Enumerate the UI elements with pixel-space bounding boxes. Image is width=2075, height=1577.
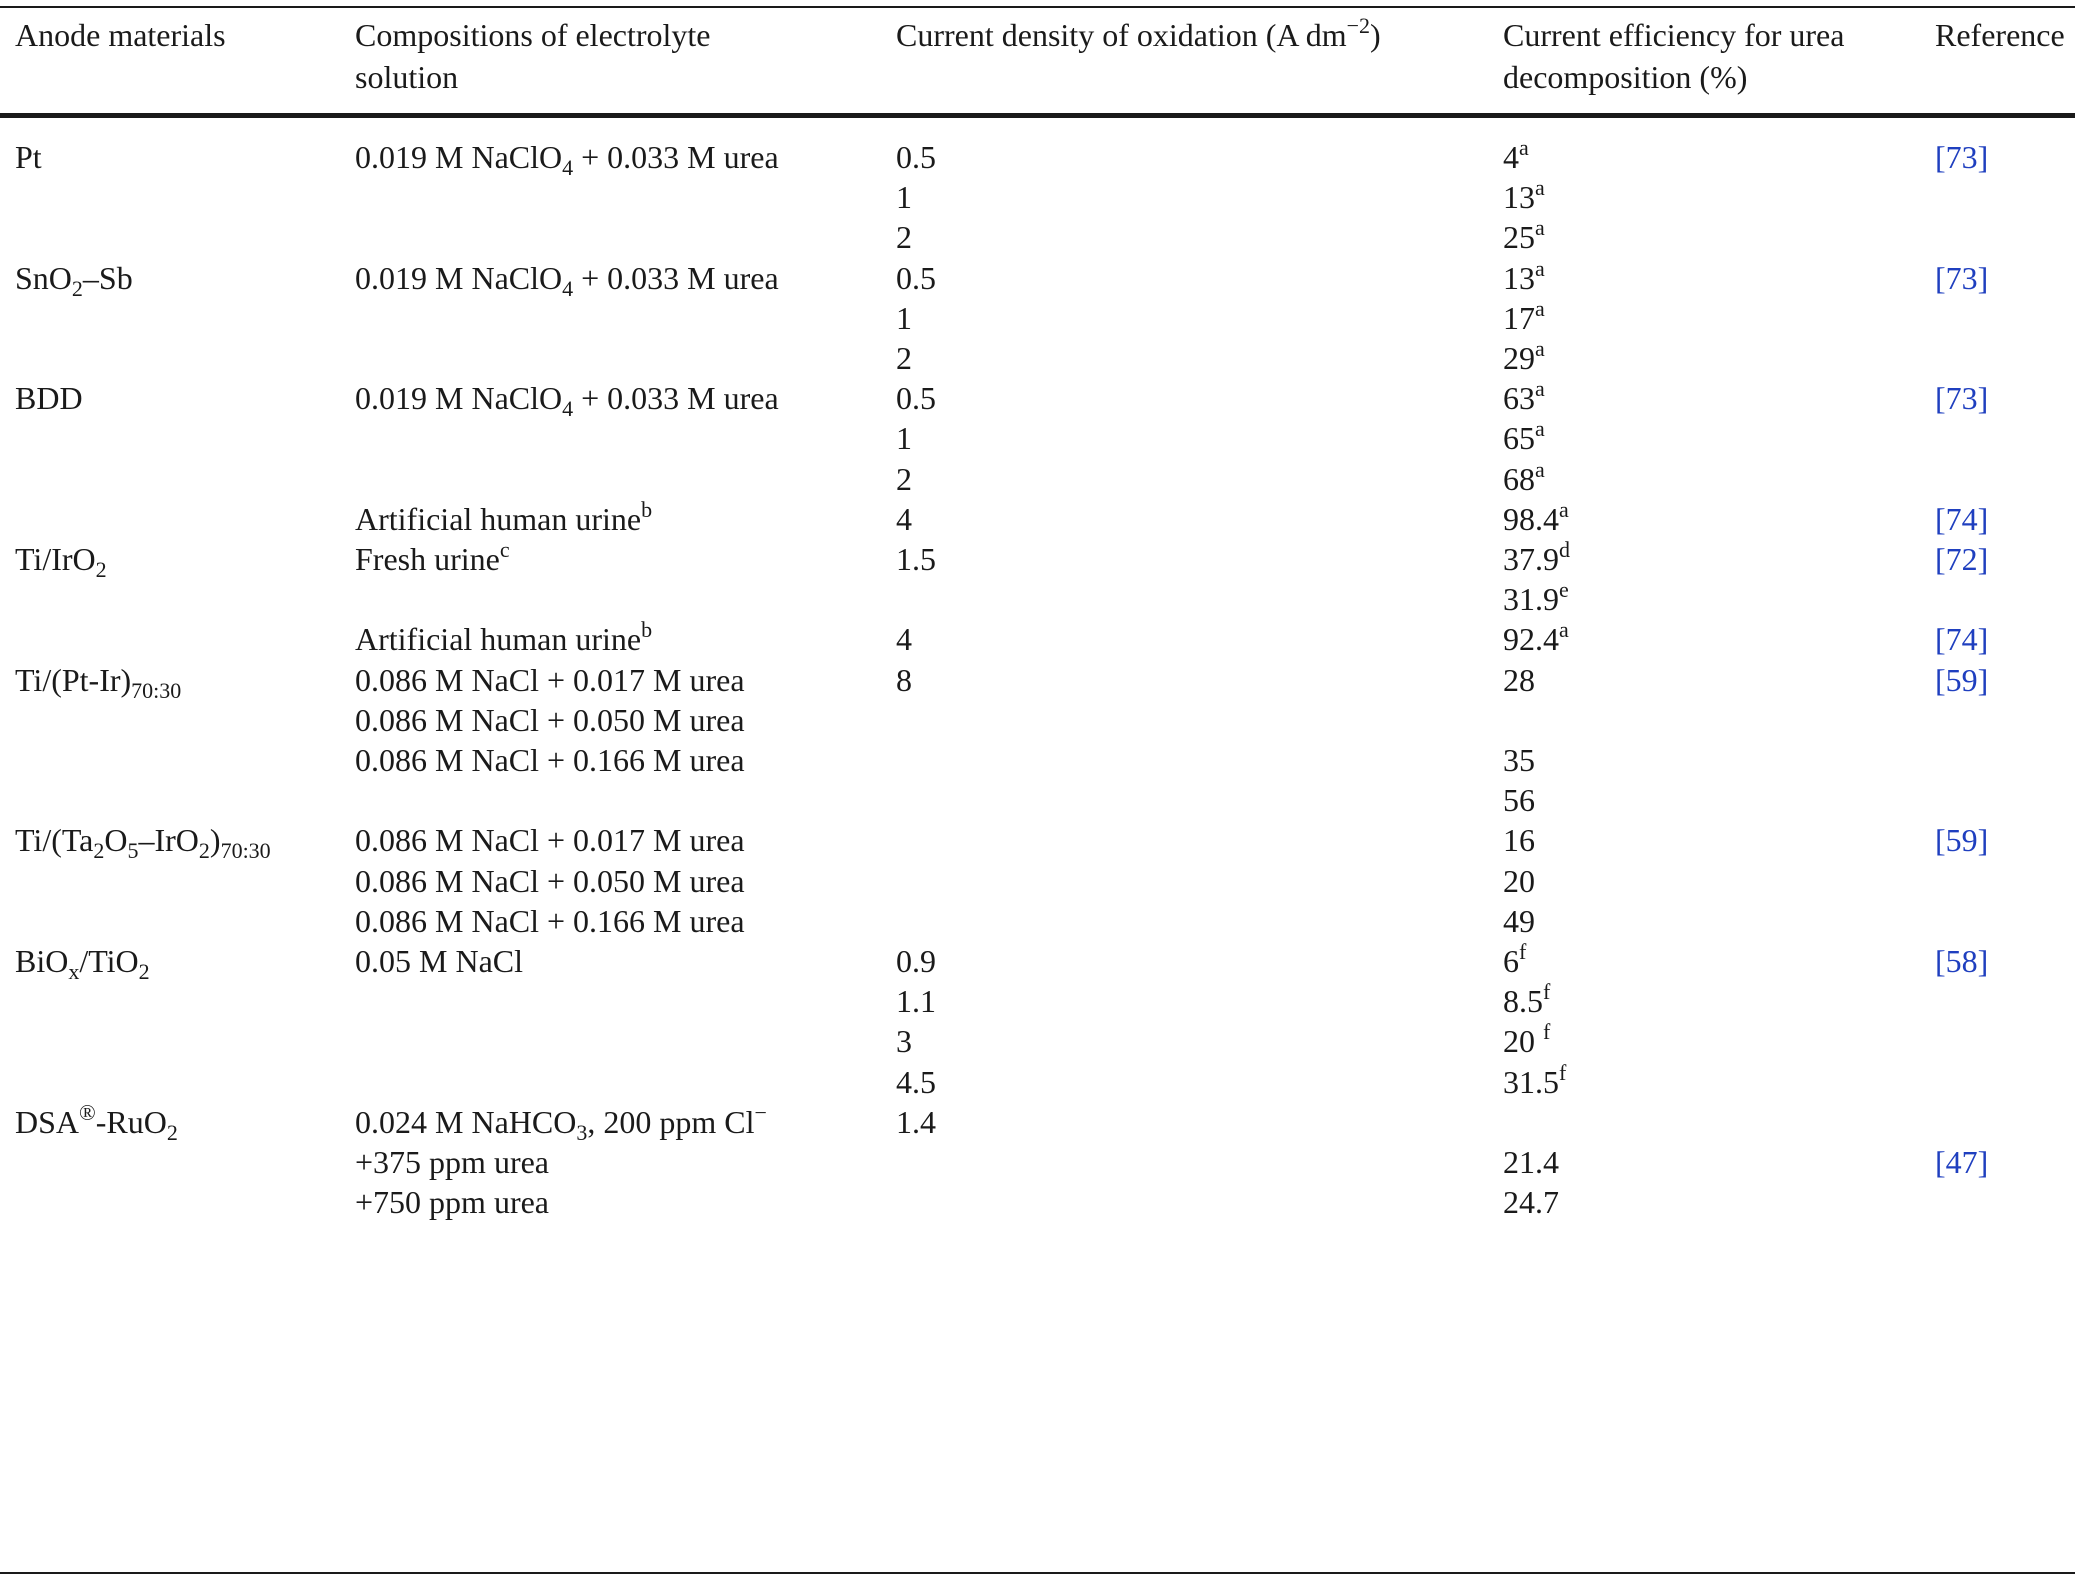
cell-current-density: 8	[896, 662, 912, 698]
cell-composition: 0.05 M NaCl	[355, 943, 523, 979]
cell-composition: Fresh urine$^c$	[355, 537, 510, 577]
cell-current-efficiency: 13$^a$	[1503, 175, 1545, 215]
cell-current-efficiency: 13$^a$	[1503, 256, 1545, 296]
cell-current-efficiency: 24.7	[1503, 1184, 1559, 1220]
cell-current-density: 2	[896, 219, 912, 255]
cell-current-density: 0.5	[896, 260, 936, 296]
header-current-density: Current density of oxidation (A $dm^{-2}$)	[896, 13, 1381, 53]
cell-current-efficiency: 25$^a$	[1503, 215, 1545, 255]
cell-composition: 0.086 M NaCl + 0.166 M urea	[355, 742, 745, 778]
cell-composition: 0.019 M NaClO$_4$ + 0.033 M urea	[355, 380, 779, 421]
reference-link[interactable]: [74]	[1935, 501, 1989, 537]
reference-link[interactable]: [72]	[1935, 541, 1989, 577]
cell-current-density: 4.5	[896, 1064, 936, 1100]
cell-composition: 0.086 M NaCl + 0.166 M urea	[355, 903, 745, 939]
table-header-rule	[0, 113, 2075, 118]
cell-anode: BDD	[15, 380, 83, 416]
cell-current-density: 0.5	[896, 380, 936, 416]
reference-link[interactable]: [58]	[1935, 943, 1989, 979]
cell-current-efficiency: 68$^a$	[1503, 457, 1545, 497]
reference-link[interactable]: [59]	[1935, 662, 1989, 698]
cell-anode: $Ti/(Ta_2O_5-IrO_2)_{70:30}$	[15, 822, 271, 863]
reference-link[interactable]: [73]	[1935, 139, 1989, 175]
cell-composition: 0.086 M NaCl + 0.017 M urea	[355, 662, 745, 698]
cell-composition: +750 ppm urea	[355, 1184, 549, 1220]
reference-link[interactable]: [59]	[1935, 822, 1989, 858]
cell-current-density: 2	[896, 461, 912, 497]
cell-current-efficiency: 29$^a$	[1503, 336, 1545, 376]
cell-current-density: 1	[896, 179, 912, 215]
cell-current-efficiency: 35	[1503, 742, 1535, 778]
cell-current-efficiency: 20	[1503, 863, 1535, 899]
cell-composition: Artificial human urine$^b$	[355, 617, 653, 657]
cell-current-density: 4	[896, 501, 912, 537]
cell-composition: 0.086 M NaCl + 0.050 M urea	[355, 702, 745, 738]
cell-composition: 0.024 M NaHCO$_3$, 200 ppm Cl−	[355, 1100, 767, 1145]
cell-current-efficiency: 92.4$^a$	[1503, 617, 1569, 657]
cell-current-density: 1.5	[896, 541, 936, 577]
header-current-efficiency: Current efficiency for urea decomposition (%)	[1503, 17, 1845, 95]
cell-current-efficiency: 49	[1503, 903, 1535, 939]
cell-current-efficiency: 6$^f$	[1503, 939, 1527, 979]
cell-anode: BiO$_x$/TiO$_2$	[15, 943, 150, 984]
cell-anode: SnO$_2$–Sb	[15, 260, 133, 301]
cell-anode: Ti/IrO$_2$	[15, 541, 107, 582]
cell-current-density: 0.9	[896, 943, 936, 979]
cell-current-efficiency: 63$^a$	[1503, 376, 1545, 416]
reference-link[interactable]: [73]	[1935, 260, 1989, 296]
table-bottom-rule	[0, 1572, 2075, 1574]
cell-current-density: 1.4	[896, 1104, 936, 1140]
cell-current-efficiency: 37.9$^d$	[1503, 537, 1570, 577]
cell-current-efficiency: 28	[1503, 662, 1535, 698]
cell-current-efficiency: 20 $^f$	[1503, 1019, 1551, 1059]
cell-current-efficiency: 65$^a$	[1503, 416, 1545, 456]
cell-anode: Pt	[15, 139, 42, 175]
cell-current-density: 4	[896, 621, 912, 657]
cell-current-density: 1.1	[896, 983, 936, 1019]
cell-current-efficiency: 4$^a$	[1503, 135, 1529, 175]
cell-current-efficiency: 8.5$^f$	[1503, 979, 1551, 1019]
cell-current-efficiency: 21.4	[1503, 1144, 1559, 1180]
cell-composition: Artificial human urine$^b$	[355, 497, 653, 537]
cell-current-density: 1	[896, 300, 912, 336]
cell-composition: +375 ppm urea	[355, 1144, 549, 1180]
cell-current-efficiency: 16	[1503, 822, 1535, 858]
cell-composition: 0.086 M NaCl + 0.017 M urea	[355, 822, 745, 858]
cell-anode: $Ti/(Pt-Ir)_{70:30}$	[15, 662, 182, 703]
cell-current-efficiency: 31.5$^f$	[1503, 1060, 1567, 1100]
cell-composition: 0.086 M NaCl + 0.050 M urea	[355, 863, 745, 899]
cell-current-density: 0.5	[896, 139, 936, 175]
cell-composition: 0.019 M NaClO$_4$ + 0.033 M urea	[355, 260, 779, 301]
cell-current-density: 2	[896, 340, 912, 376]
cell-current-efficiency: 56	[1503, 782, 1535, 818]
reference-link[interactable]: [74]	[1935, 621, 1989, 657]
cell-current-density: 3	[896, 1023, 912, 1059]
header-reference: Reference	[1935, 17, 2065, 53]
cell-current-density: 1	[896, 420, 912, 456]
cell-current-efficiency: 31.9e	[1503, 577, 1569, 617]
cell-anode: DSA®-RuO$_2$	[15, 1100, 178, 1145]
cell-composition: 0.019 M NaClO$_4$ + 0.033 M urea	[355, 139, 779, 180]
reference-link[interactable]: [73]	[1935, 380, 1989, 416]
header-anode-materials: Anode materials	[15, 17, 226, 53]
header-compositions: Compositions of electrolyte solution	[355, 17, 711, 95]
table-top-rule	[0, 6, 2075, 8]
reference-link[interactable]: [47]	[1935, 1144, 1989, 1180]
cell-current-efficiency: 98.4$^a$	[1503, 497, 1569, 537]
cell-current-efficiency: 17$^a$	[1503, 296, 1545, 336]
